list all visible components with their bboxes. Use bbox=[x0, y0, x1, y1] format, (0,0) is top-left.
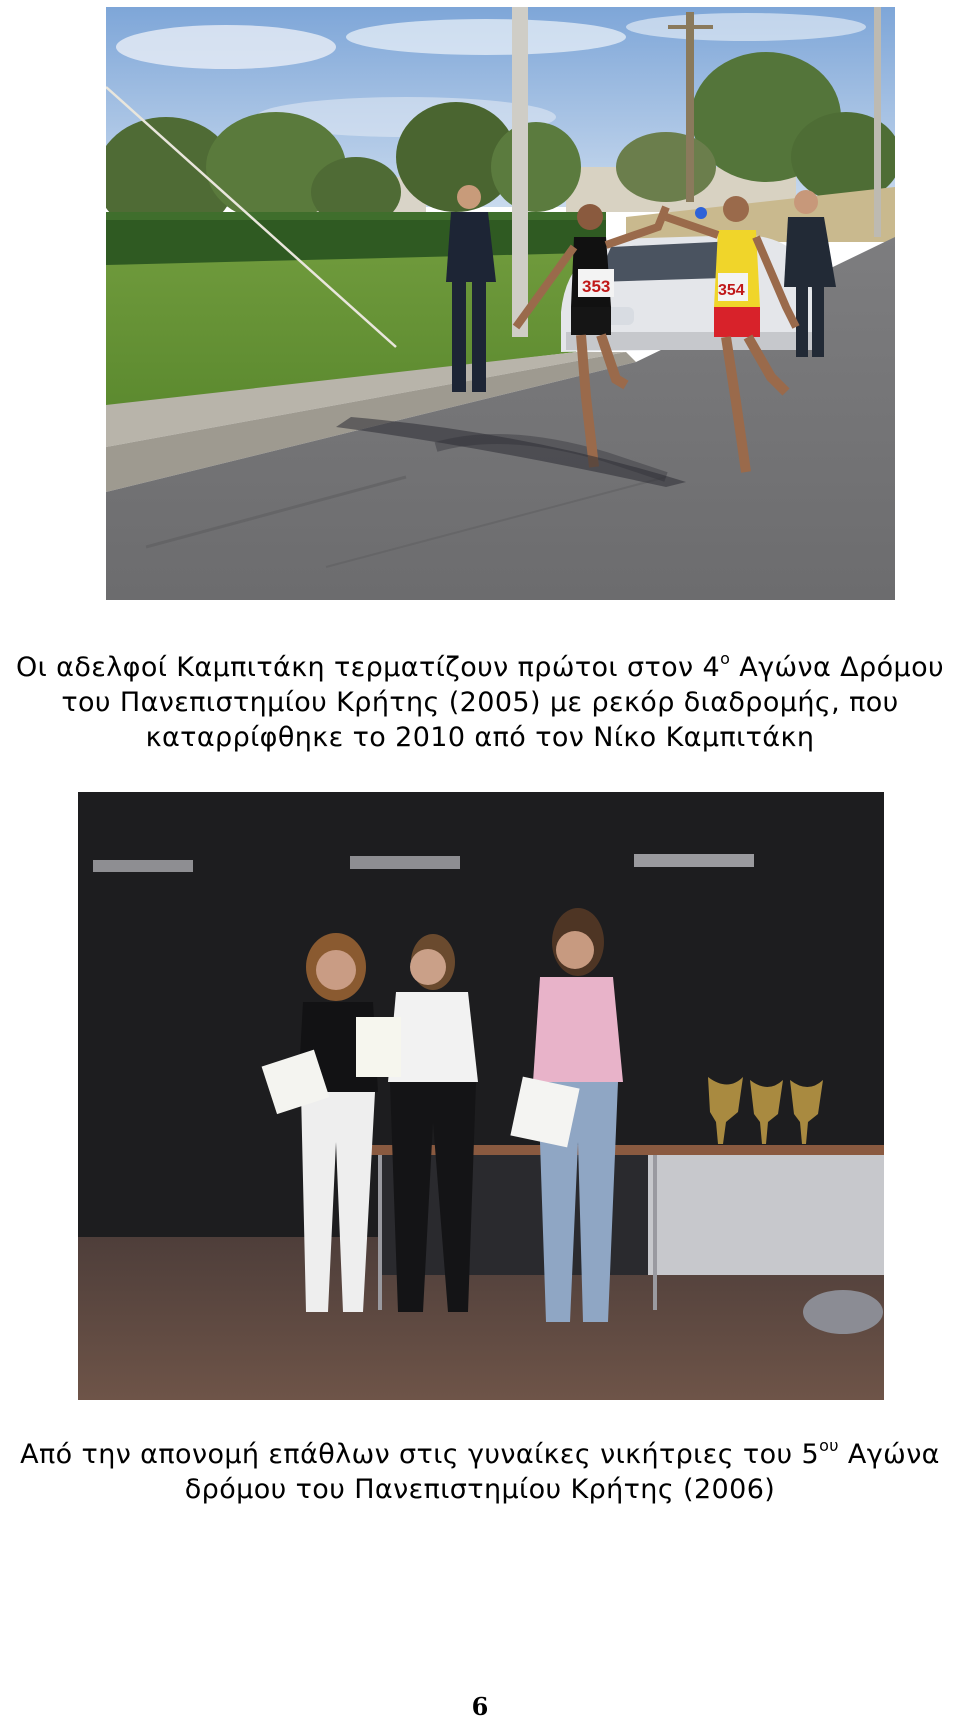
caption-line: Οι αδελφοί Καμπιτάκη τερματίζουν πρώτοι στον $4^o$ Αγώνα Δρόμου bbox=[15, 649, 945, 683]
award-ceremony-photo bbox=[78, 792, 884, 1400]
caption-line: δρόμου του Πανεπιστημίου Κρήτης (2006) bbox=[184, 1474, 776, 1505]
page-number: 6 bbox=[471, 1692, 489, 1721]
caption-line: του Πανεπιστημίου Κρήτης (2005) με ρεκόρ διαδρομής, που bbox=[61, 687, 899, 718]
ordinal-superscript: ου bbox=[819, 1436, 839, 1455]
caption-line: καταρρίφθηκε το 2010 από τον Νίκο Καμπιτάκη bbox=[145, 722, 815, 753]
ceiling-light bbox=[93, 860, 193, 872]
caption-award-ceremony bbox=[0, 1437, 960, 1507]
race-finish-photo bbox=[106, 7, 895, 600]
caption-line: Από την απονομή επάθλων στις γυναίκες νικήτριες του $5^{o\upsilon}$ Αγώνα bbox=[20, 1436, 940, 1470]
pole bbox=[512, 7, 528, 337]
bib-354: 354 bbox=[718, 282, 745, 299]
caption-race-finish bbox=[0, 650, 960, 755]
ordinal-superscript: ο bbox=[720, 649, 731, 668]
bib-353: 353 bbox=[582, 277, 611, 296]
plastic-bag bbox=[803, 1290, 883, 1334]
